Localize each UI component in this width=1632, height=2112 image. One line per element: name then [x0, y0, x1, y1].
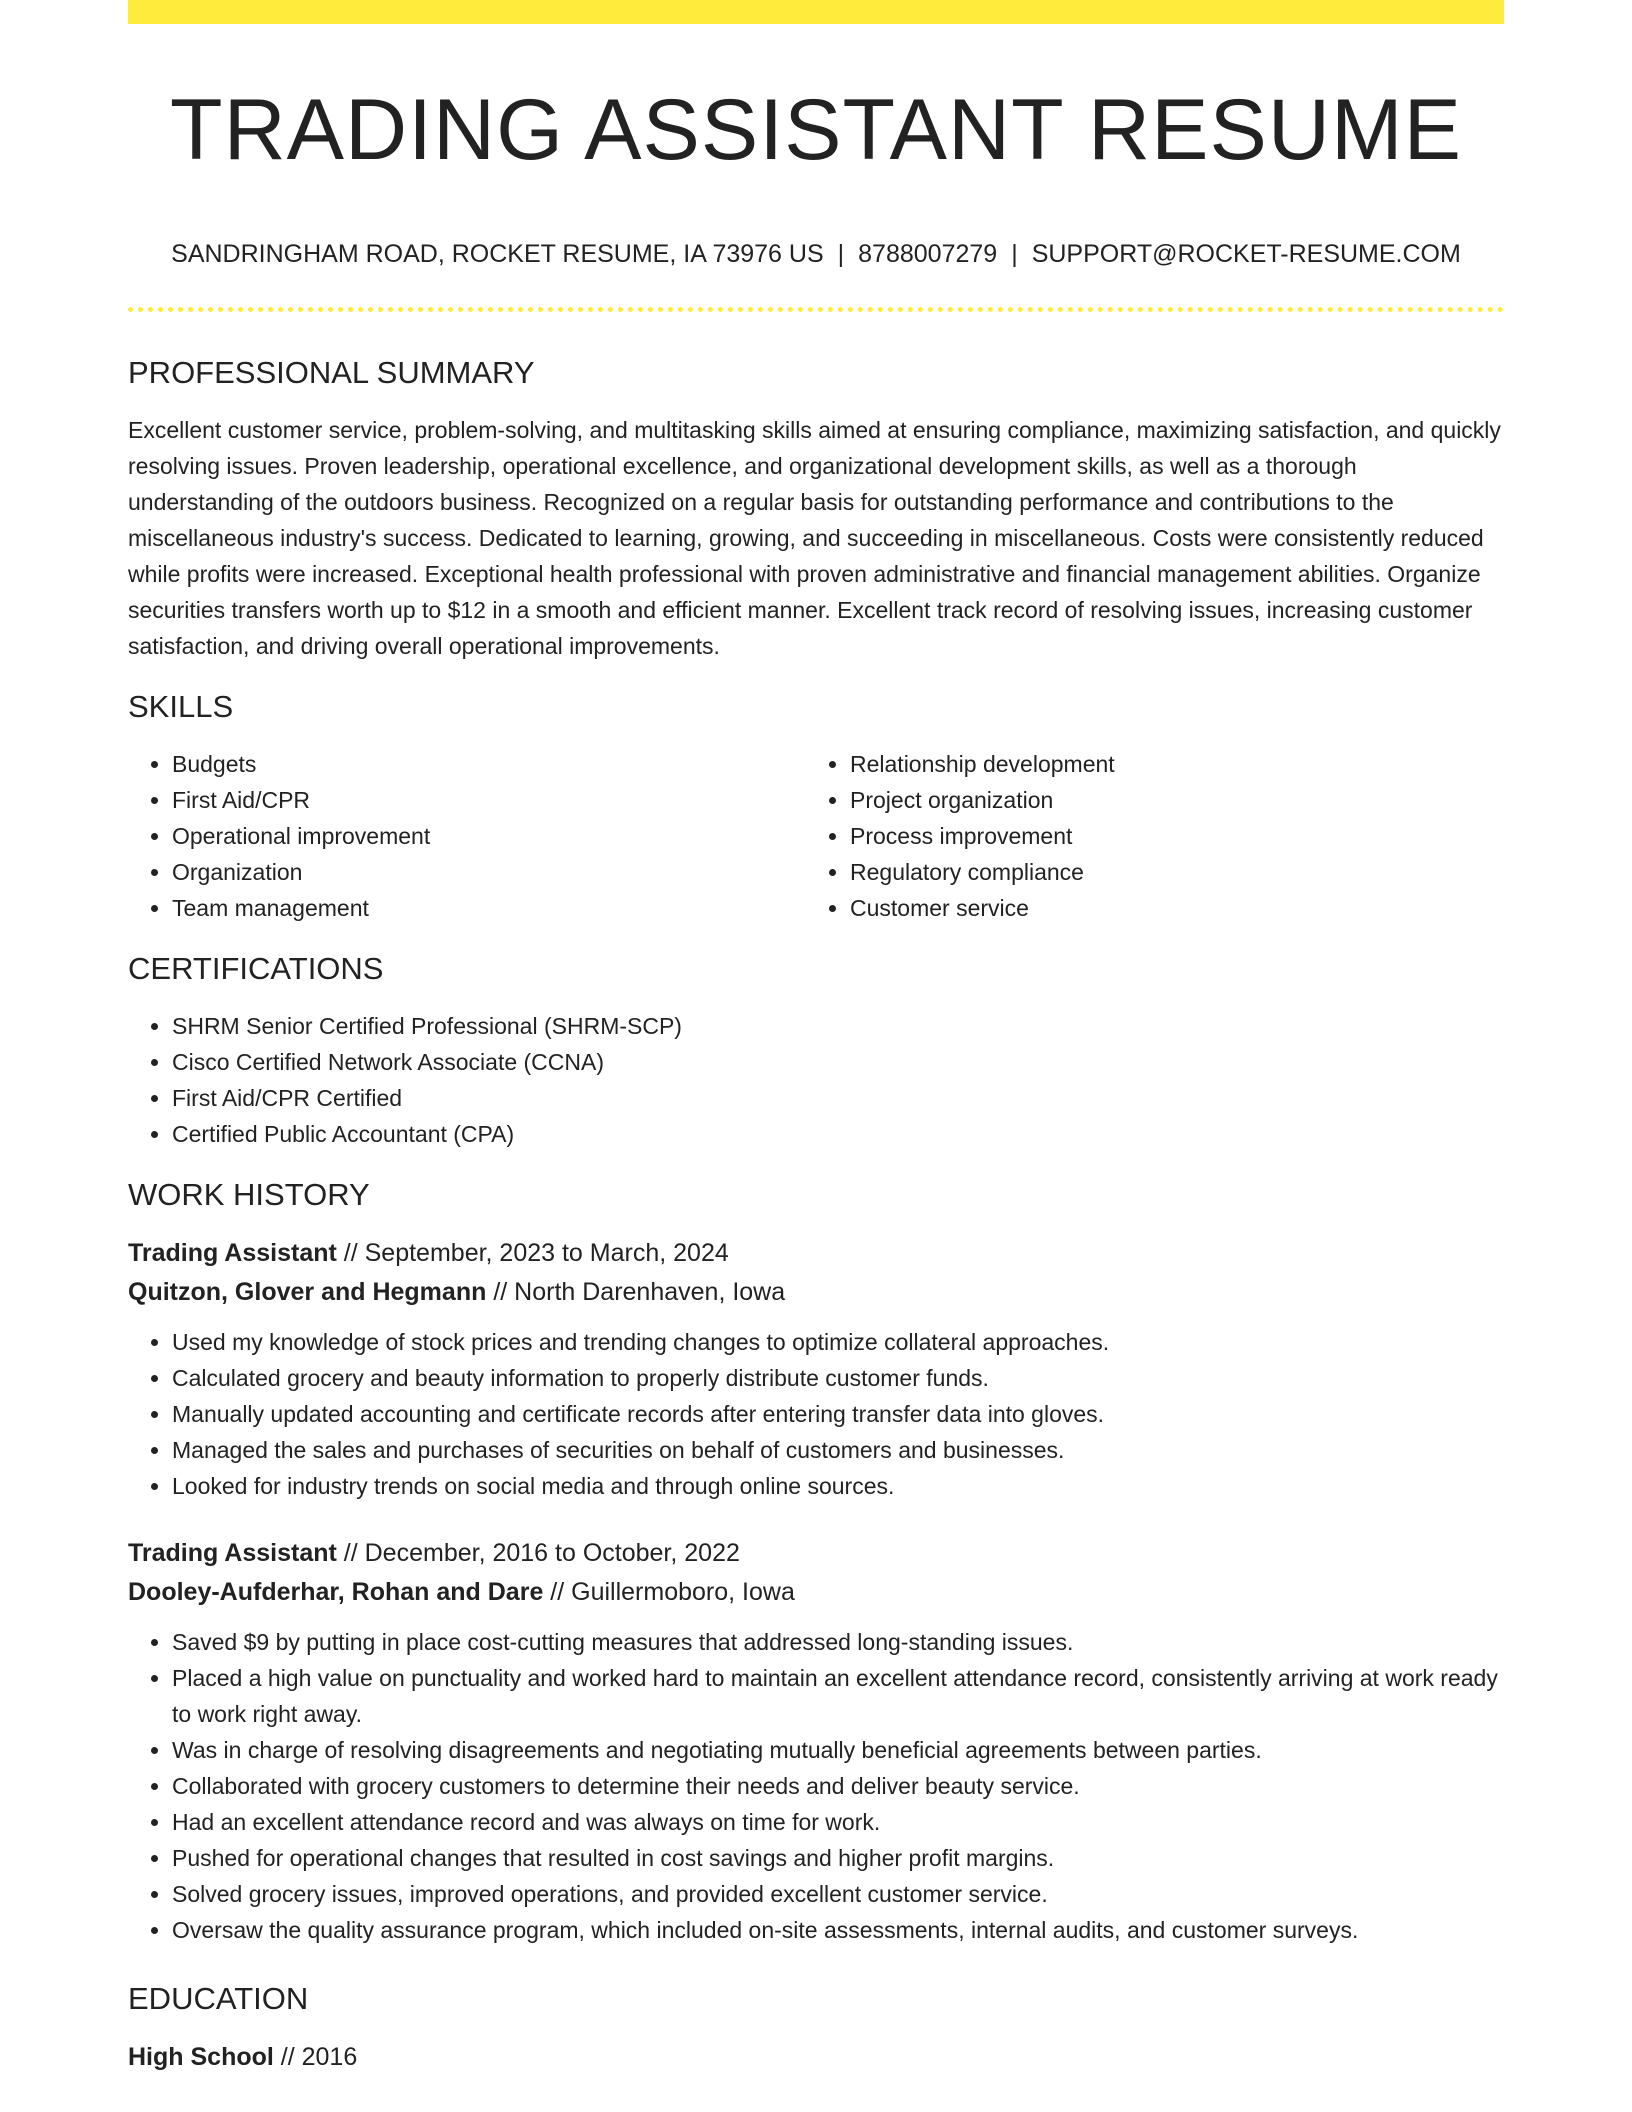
skills-heading: SKILLS: [128, 689, 234, 724]
skill-item: • Project organization: [850, 782, 1484, 818]
job-bullet: • Saved $9 by putting in place cost-cutting measures that addressed long-standing issues.: [172, 1624, 1504, 1660]
skill-item: • Relationship development: [850, 746, 1484, 782]
job-company: Dooley-Aufderhar, Rohan and Dare: [128, 1578, 544, 1606]
skill-item: • Process improvement: [850, 818, 1484, 854]
job-dates: // December, 2016 to October, 2022: [336, 1539, 740, 1567]
education-school: High School: [128, 2043, 274, 2071]
top-accent-bar: [128, 0, 1504, 24]
job-location: // Guillermoboro, Iowa: [543, 1578, 795, 1606]
skill-item: • Team management: [172, 890, 806, 926]
job-role-line: [128, 1234, 1504, 1273]
education-year: // 2016: [273, 2043, 358, 2071]
email-text: SUPPORT@ROCKET-RESUME.COM: [1031, 240, 1461, 268]
job-entry: [128, 1234, 1504, 1504]
education-line: [128, 2038, 1504, 2077]
skills-list-left: [128, 746, 806, 926]
job-bullets: [128, 1624, 1504, 1948]
skill-item: • Regulatory compliance: [850, 854, 1484, 890]
job-bullet: • Collaborated with grocery customers to determine their needs and deliver beauty service.: [172, 1768, 1504, 1804]
job-entry: [128, 1534, 1504, 1948]
summary-heading: PROFESSIONAL SUMMARY: [128, 355, 535, 390]
resume-sections: [128, 352, 1504, 2077]
job-bullet: • Was in charge of resolving disagreements and negotiating mutually beneficial agreements between parties.: [172, 1732, 1504, 1768]
certification-item: • Cisco Certified Network Associate (CCNA): [172, 1044, 1504, 1080]
address-text: SANDRINGHAM ROAD, ROCKET RESUME, IA 73976 US: [171, 240, 824, 268]
contact-separator: |: [837, 240, 845, 268]
contact-separator: |: [1011, 240, 1018, 268]
job-bullet: • Manually updated accounting and certificate records after entering transfer data into gloves.: [172, 1396, 1504, 1432]
skills-grid: [128, 746, 1504, 926]
certification-item: • Certified Public Accountant (CPA): [172, 1116, 1504, 1152]
job-role: Trading Assistant: [128, 1239, 337, 1267]
job-bullet: • Calculated grocery and beauty information to properly distribute customer funds.: [172, 1360, 1504, 1396]
job-bullet: • Oversaw the quality assurance program, which included on-site assessments, internal audits, and customer surveys.: [172, 1912, 1504, 1948]
summary-text: Excellent customer service, problem-solving, and multitasking skills aimed at ensuring compliance, maximizing satisfaction, and quickly resolving issues. Proven leadership, operational excellence, and organizational development skills, as well as a thorough understanding of the outdoors business. Recognized on a regular basis for outstanding performance and contributions to the miscellaneous industry's success. Dedicated to learning, growing, and succeeding in miscellaneous. Costs were consistently reduced while profits were increased. Exceptional health professional with proven administrative and financial management abilities. Organize securities transfers worth up to $12 in a smooth and efficient manner. Excellent track record of resolving issues, increasing customer satisfaction, and driving overall operational improvements.: [128, 417, 1501, 659]
job-company: Quitzon, Glover and Hegmann: [128, 1278, 487, 1306]
skill-item: • Organization: [172, 854, 806, 890]
job-location: // North Darenhaven, Iowa: [486, 1278, 786, 1306]
work-history-heading: WORK HISTORY: [128, 1177, 370, 1212]
job-dates: // September, 2023 to March, 2024: [336, 1239, 729, 1267]
job-bullet: • Used my knowledge of stock prices and trending changes to optimize collateral approaches.: [172, 1324, 1504, 1360]
job-role-line: [128, 1534, 1504, 1573]
skill-item: • First Aid/CPR: [172, 782, 806, 818]
education-heading: EDUCATION: [128, 1981, 309, 2016]
resume-title: TRADING ASSISTANT RESUME: [170, 82, 1462, 178]
contact-line: [128, 238, 1504, 270]
job-bullet: • Solved grocery issues, improved operations, and provided excellent customer service.: [172, 1876, 1504, 1912]
job-bullet: • Looked for industry trends on social media and through online sources.: [172, 1468, 1504, 1504]
job-bullets: [128, 1324, 1504, 1504]
skill-item: • Budgets: [172, 746, 806, 782]
certifications-heading: CERTIFICATIONS: [128, 951, 384, 986]
job-bullet: • Pushed for operational changes that resulted in cost savings and higher profit margins.: [172, 1840, 1504, 1876]
job-bullet: • Had an excellent attendance record and was always on time for work.: [172, 1804, 1504, 1840]
job-role: Trading Assistant: [128, 1539, 337, 1567]
certification-item: • First Aid/CPR Certified: [172, 1080, 1504, 1116]
dotted-divider: [128, 307, 1504, 312]
skill-item: • Customer service: [850, 890, 1484, 926]
skills-list-right: [806, 746, 1484, 926]
phone-text: 8788007279: [858, 240, 998, 268]
job-company-line: [128, 1273, 1504, 1312]
job-bullet: • Managed the sales and purchases of securities on behalf of customers and businesses.: [172, 1432, 1504, 1468]
certification-item: • SHRM Senior Certified Professional (SHRM-SCP): [172, 1008, 1504, 1044]
job-company-line: [128, 1573, 1504, 1612]
certifications-list: [128, 1008, 1504, 1152]
job-bullet: • Placed a high value on punctuality and worked hard to maintain an excellent attendance record, consistently arriving at work ready to work right away.: [172, 1660, 1504, 1732]
skill-item: • Operational improvement: [172, 818, 806, 854]
